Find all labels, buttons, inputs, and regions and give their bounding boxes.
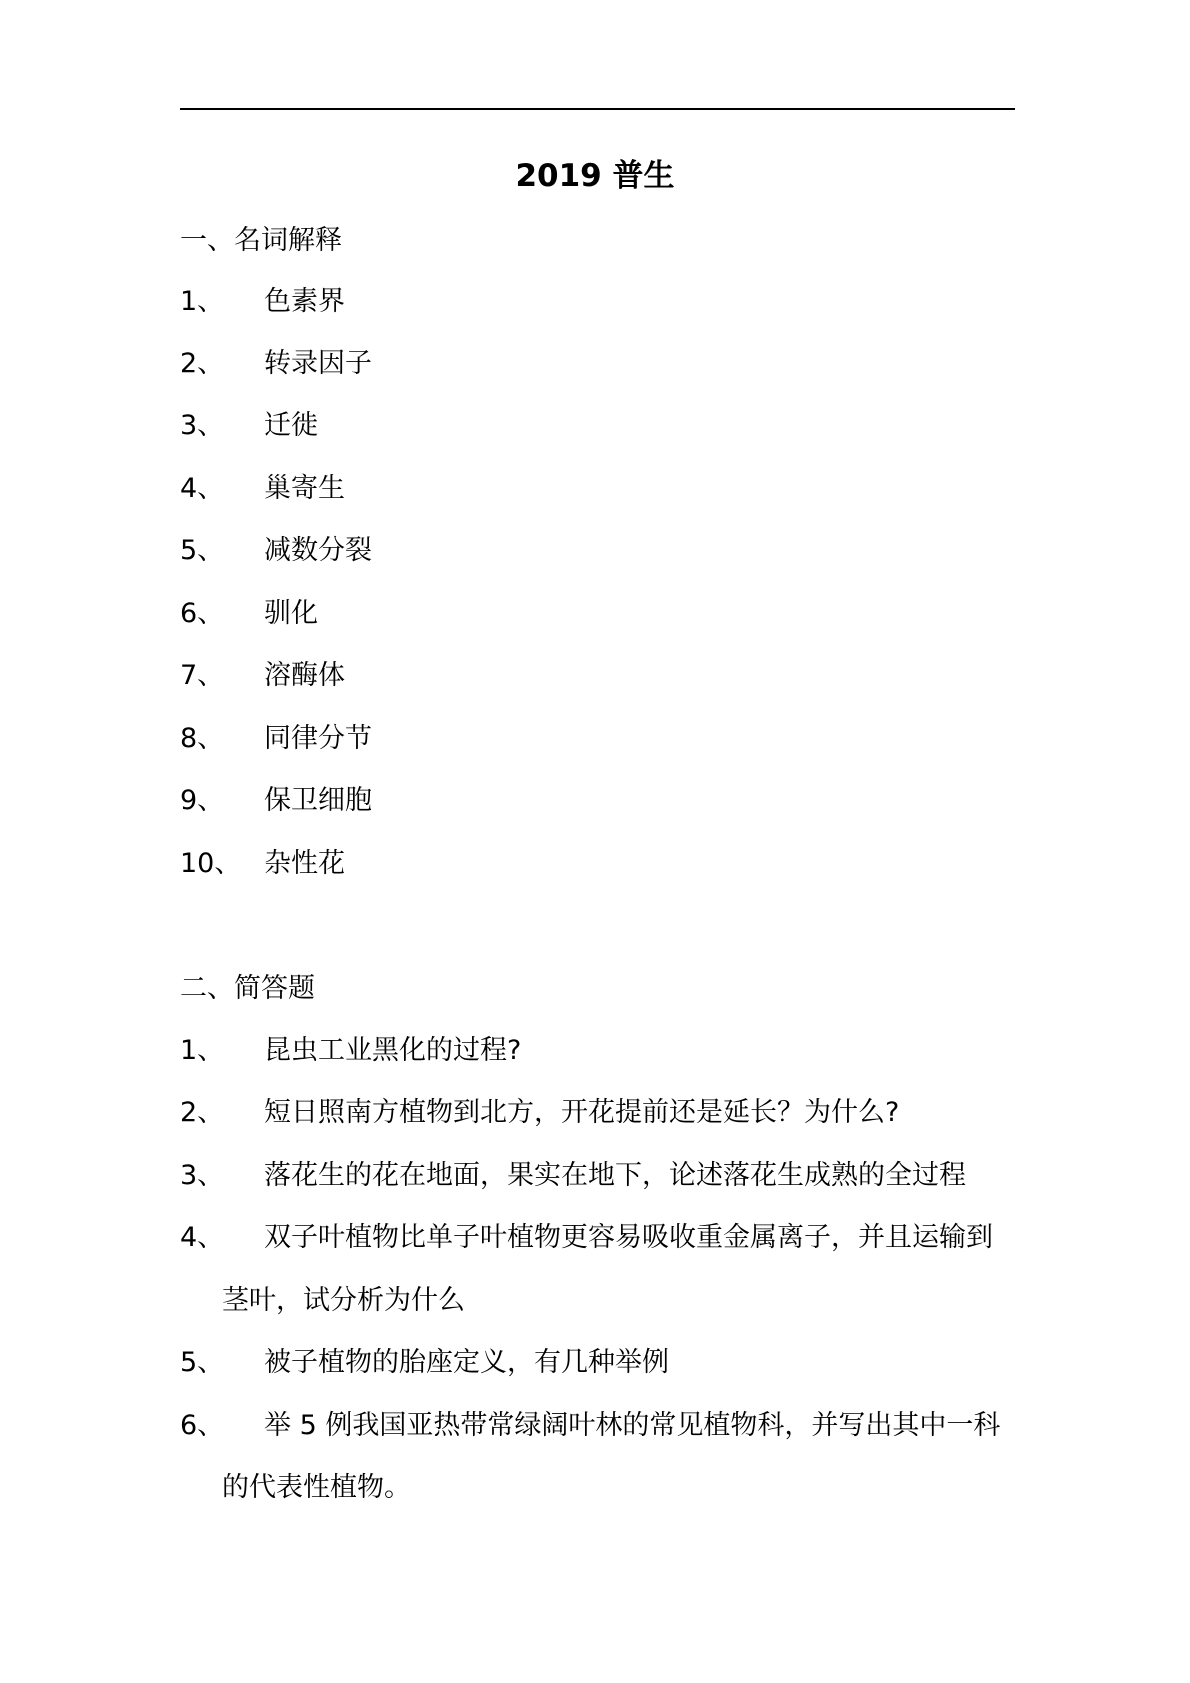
list-item: [180, 1156, 1020, 1196]
list-item: [180, 1406, 1020, 1446]
item-number: 5、: [180, 1347, 225, 1378]
item-number: 9、: [180, 785, 225, 816]
list-item: [180, 1343, 1020, 1383]
item-text: 溶酶体: [264, 660, 345, 691]
item-number: 2、: [180, 348, 225, 379]
item-text: 昆虫工业黑化的过程?: [264, 1035, 522, 1066]
list-item: [180, 1093, 1020, 1133]
item-text: 驯化: [264, 598, 318, 629]
section-heading-definitions: 一、名词解释: [180, 225, 342, 256]
item-text: 落花生的花在地面，果实在地下，论述落花生成熟的全过程: [264, 1160, 966, 1191]
item-number: 8、: [180, 723, 225, 754]
item-text: 巢寄生: [264, 473, 345, 504]
item-text: 保卫细胞: [264, 785, 372, 816]
section-heading-short-answer: 二、简答题: [180, 973, 315, 1004]
item-number: 2、: [180, 1097, 225, 1128]
item-text: 同律分节: [264, 723, 372, 754]
list-item: [180, 531, 1020, 571]
item-number: 4、: [180, 1222, 225, 1253]
item-text: 杂性花: [264, 848, 345, 879]
item-text: 被子植物的胎座定义，有几种举例: [264, 1347, 669, 1378]
item-text: 迁徙: [264, 410, 318, 441]
list-item: [180, 844, 1020, 884]
list-item: [180, 781, 1020, 821]
item-text-continuation: 的代表性植物。: [222, 1472, 411, 1503]
list-item: [180, 594, 1020, 634]
item-number: 4、: [180, 473, 225, 504]
item-number: 1、: [180, 1035, 225, 1066]
item-number: 10、: [180, 848, 242, 879]
list-item: [180, 719, 1020, 759]
header-rule: [180, 108, 1015, 110]
item-text: 双子叶植物比单子叶植物更容易吸收重金属离子，并且运输到: [264, 1222, 993, 1253]
list-item: [180, 406, 1020, 446]
item-number: 7、: [180, 660, 225, 691]
list-item: [180, 1031, 1020, 1071]
list-item: [180, 469, 1020, 509]
item-number: 3、: [180, 1160, 225, 1191]
item-text: 色素界: [264, 286, 345, 317]
item-number: 6、: [180, 598, 225, 629]
list-item: [180, 282, 1020, 322]
item-number: 5、: [180, 535, 225, 566]
item-number: 1、: [180, 286, 225, 317]
item-text: 举 5 例我国亚热带常绿阔叶林的常见植物科，并写出其中一科: [264, 1410, 1001, 1441]
list-item: [180, 656, 1020, 696]
item-text: 短日照南方植物到北方，开花提前还是延长？为什么?: [264, 1097, 900, 1128]
item-text-continuation: 茎叶，试分析为什么: [222, 1285, 465, 1316]
item-number: 6、: [180, 1410, 225, 1441]
item-text: 减数分裂: [264, 535, 372, 566]
list-item: [180, 344, 1020, 384]
item-number: 3、: [180, 410, 225, 441]
item-text: 转录因子: [264, 348, 372, 379]
page-title: 2019 普生: [515, 158, 675, 194]
list-item: [180, 1218, 1020, 1258]
